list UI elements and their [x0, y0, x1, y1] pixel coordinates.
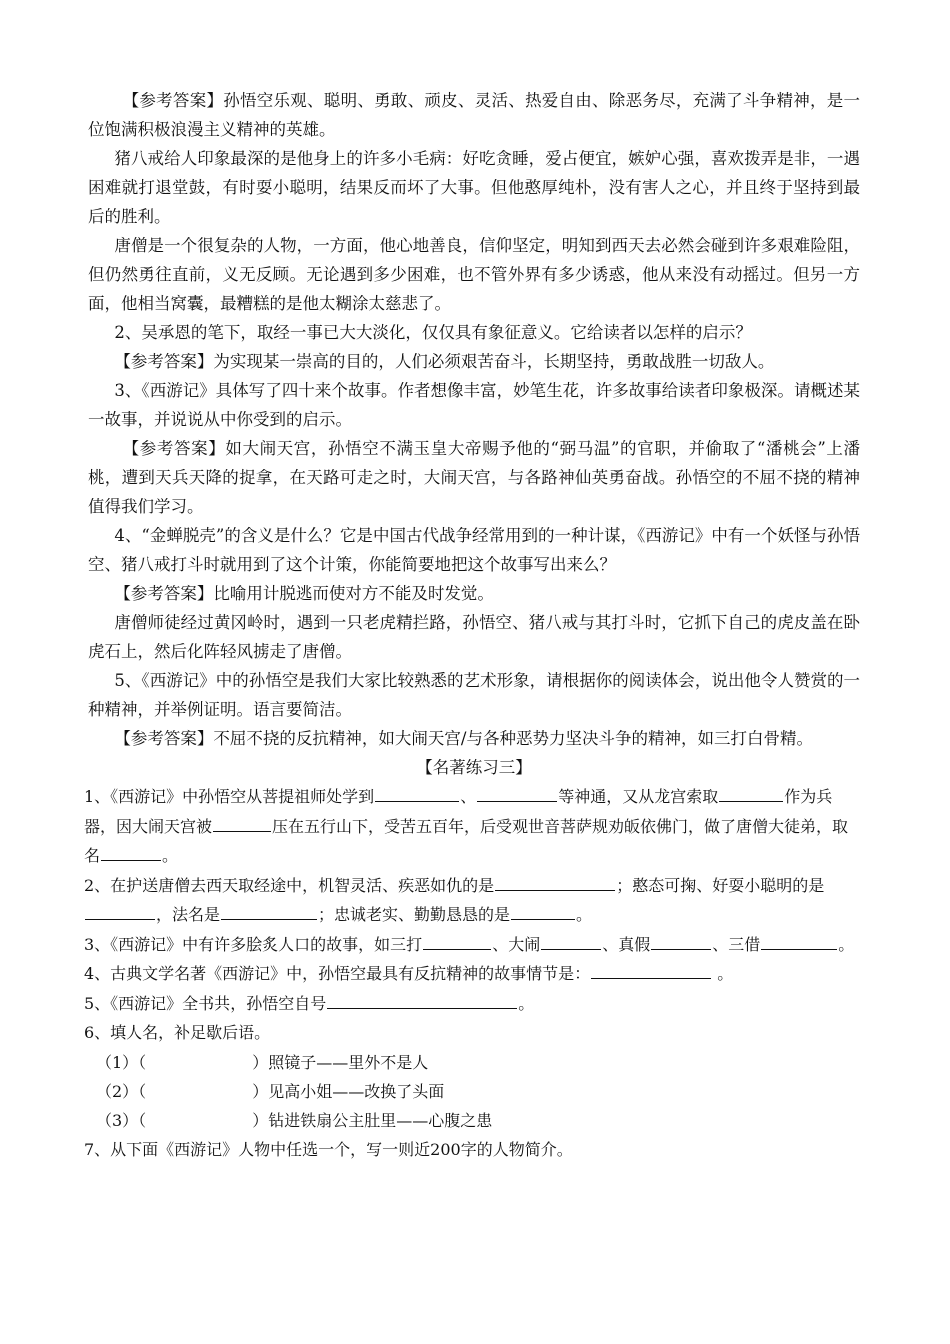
question-3: 3、《西游记》具体写了四十来个故事。作者想像丰富，妙笔生花，许多故事给读者印象极深。请概述某一故事，并说说从中你受到的启示。: [88, 381, 860, 429]
blank-field[interactable]: [761, 931, 837, 950]
blank-field[interactable]: [511, 901, 575, 920]
answer-4-story: 唐僧师徒经过黄冈岭时，遇到一只老虎精拦路，孙悟空、猪八戒与其打斗时，它抓下自己的虎皮盖在卧虎石上，然后化阵轻风掳走了唐僧。: [88, 613, 860, 661]
blank-field[interactable]: [327, 990, 517, 1009]
exercise-6-item-1: （1）（ ）照镜子——里外不是人: [96, 1052, 429, 1072]
question-4: 4、“金蝉脱壳”的含义是什么？它是中国古代战争经常用到的一种计谋，《西游记》中有一个妖怪与孙悟空、猪八戒打斗时就用到了这个计策，你能简要地把这个故事写出来么？: [88, 526, 860, 574]
exercise-6-item-3: （3）（ ）钻进铁扇公主肚里——心腹之患: [96, 1110, 493, 1130]
blank-field[interactable]: [651, 931, 711, 950]
answer-2: 【参考答案】为实现某一崇高的目的，人们必须艰苦奋斗，长期坚持，勇敢战胜一切敌人。: [114, 352, 775, 371]
blank-field[interactable]: [85, 901, 155, 920]
question-5: 5、《西游记》中的孙悟空是我们大家比较熟悉的艺术形象，请根据你的阅读体会，说出他令人赞赏的一种精神，并举例证明。语言要简洁。: [88, 671, 860, 719]
answer-1-sunwukong: 【参考答案】孙悟空乐观、聪明、勇敢、顽皮、灵活、热爱自由、除恶务尽，充满了斗争精神，是一位饱满积极浪漫主义精神的英雄。: [88, 91, 860, 139]
blank-field[interactable]: [375, 783, 459, 802]
blank-field[interactable]: [423, 931, 491, 950]
blank-field[interactable]: [495, 872, 615, 891]
blank-field[interactable]: [591, 960, 711, 979]
exercise-1: 1、《西游记》中孙悟空从菩提祖师处学到 、 等神通，又从龙宫索取 作为兵器，因大闹天宫被 压在五行山下，受苦五百年，后受观世音菩萨规劝皈依佛门，做了唐僧大徒弟，取名 。: [84, 782, 860, 871]
exercise-2: 2、在护送唐僧去西天取经途中，机智灵活、疾恶如仇的是 ；憨态可掬、好耍小聪明的是，法名是 ；忠诚老实、勤勤恳恳的是 。: [84, 871, 860, 930]
answer-5: 【参考答案】不屈不挠的反抗精神，如大闹天宫/与各种恶势力坚决斗争的精神，如三打白骨精。: [114, 729, 813, 748]
blank-field[interactable]: [477, 783, 557, 802]
document-page: [84, 86, 860, 1164]
exercise-6-item-2: （2）（ ）见高小姐——改换了头面: [96, 1081, 445, 1101]
blank-field[interactable]: [101, 842, 161, 861]
exercise-4: 4、古典文学名著《西游记》中，孙悟空最具有反抗精神的故事情节是： 。: [84, 959, 860, 989]
answer-3: 【参考答案】如大闹天宫，孙悟空不满玉皇大帝赐予他的“弼马温”的官职，并偷取了“潘桃会”上潘桃，遭到天兵天降的捉拿，在天路可走之时，大闹天宫，与各路神仙英勇奋战。孙悟空的不屈不挠的精神值得我们学习。: [88, 439, 860, 516]
exercise-6: 6、填人名，补足歇后语。: [84, 1023, 271, 1042]
answer-4: 【参考答案】比喻用计脱逃而使对方不能及时发觉。: [114, 584, 494, 603]
question-2: 2、吴承恩的笔下，取经一事已大大淡化，仅仅具有象征意义。它给读者以怎样的启示？: [114, 323, 752, 342]
blank-field[interactable]: [719, 783, 783, 802]
blank-field[interactable]: [541, 931, 601, 950]
answer-1-zhubajie: 猪八戒给人印象最深的是他身上的许多小毛病：好吃贪睡，爱占便宜，嫉妒心强，喜欢拨弄是非，一遇困难就打退堂鼓，有时耍小聪明，结果反而坏了大事。但他憨厚纯朴，没有害人之心，并且终于坚持到最后的胜利。: [88, 149, 860, 226]
exercise-5: 5、《西游记》全书共，孙悟空自号 。: [84, 989, 860, 1019]
answer-1-tangseng: 唐僧是一个很复杂的人物，一方面，他心地善良，信仰坚定，明知到西天去必然会碰到许多艰难险阻，但仍然勇往直前，义无反顾。无论遇到多少困难，也不管外界有多少诱惑，他从来没有动摇过。但另一方面，他相当窝囊，最糟糕的是他太糊涂太慈悲了。: [88, 236, 860, 313]
blank-field[interactable]: [221, 901, 317, 920]
exercise-7: 7、从下面《西游记》人物中任选一个，写一则近200字的人物简介。: [84, 1139, 573, 1159]
exercise-3: 3、《西游记》中有许多脍炙人口的故事，如三打 、大闹 、真假 、三借 。: [84, 930, 860, 960]
blank-field[interactable]: [213, 813, 271, 832]
section-title: 【名著练习三】: [416, 758, 532, 777]
